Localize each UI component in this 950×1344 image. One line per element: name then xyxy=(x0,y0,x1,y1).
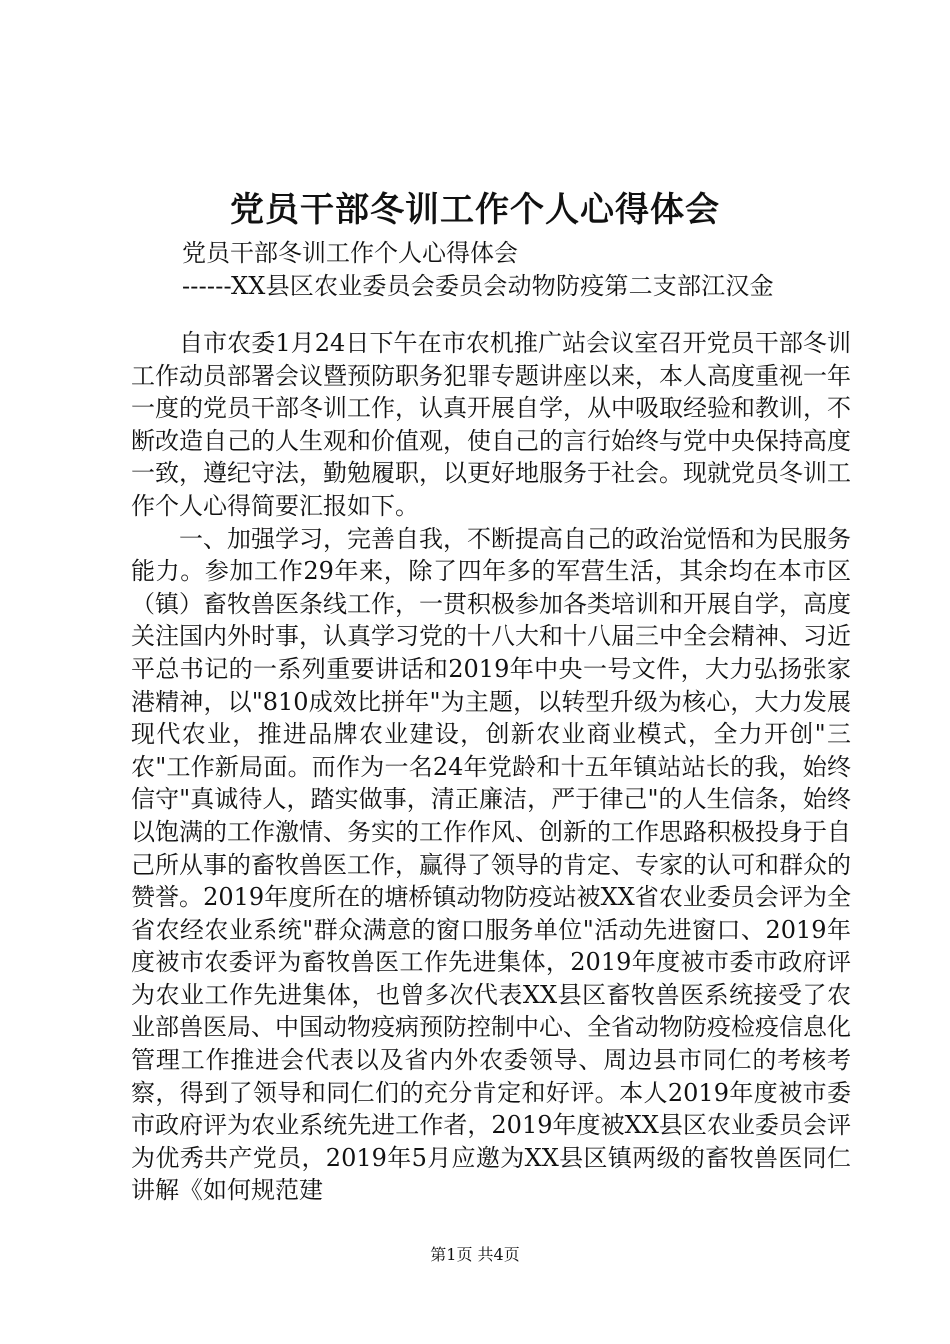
document-body xyxy=(131,327,851,1207)
document-title: 党员干部冬训工作个人心得体会 xyxy=(230,190,720,230)
subtitle-line-2: ------XX县区农业委员会委员会动物防疫第二支部江汉金 xyxy=(182,272,774,300)
paragraph: 一、加强学习，完善自我，不断提高自己的政治觉悟和为民服务能力。参加工作29年来，除了四年多的军营生活，其余均在本市区（镇）畜牧兽医条线工作，一贯积极参加各类培训和开展自学，高度关注国内外时事，认真学习党的十八大和十八届三中全会精神、习近平总书记的一系列重要讲话和2019年中央一号文件，大力弘扬张家港精神，以"810成效比拼年"为主题，以转型升级为核心，大力发展现代农业，推进品牌农业建设，创新农业商业模式，全力开创"三农"工作新局面。而作为一名24年党龄和十五年镇站站长的我，始终信守"真诚待人，踏实做事，清正廉洁，严于律己"的人生信条，始终以饱满的工作激情、务实的工作作风、创新的工作思路积极投身于自己所从事的畜牧兽医工作，赢得了领导的肯定、专家的认可和群众的赞誉。2019年度所在的塘桥镇动物防疫站被XX省农业委员会评为全省农经农业系统"群众满意的窗口服务单位"活动先进窗口、2019年度被市农委评为畜牧兽医工作先进集体，2019年度被市委市政府评为农业工作先进集体，也曾多次代表XX县区畜牧兽医系统接受了农业部兽医局、中国动物疫病预防控制中心、全省动物防疫检疫信息化管理工作推进会代表以及省内外农委领导、周边县市同仁的考核考察，得到了领导和同仁们的充分肯定和好评。本人2019年度被市委市政府评为农业系统先进工作者，2019年度被XX县区农业委员会评为优秀共产党员，2019年5月应邀为XX县区镇两级的畜牧兽医同仁讲解《如何规范建 xyxy=(131,524,851,1205)
paragraph: 自市农委1月24日下午在市农机推广站会议室召开党员干部冬训工作动员部署会议暨预防职务犯罪专题讲座以来，本人高度重视一年一度的党员干部冬训工作，认真开展自学，从中吸取经验和教训，不断改造自己的人生观和价值观，使自己的言行始终与党中央保持高度一致，遵纪守法，勤勉履职，以更好地服务于社会。现就党员冬训工作个人心得简要汇报如下。 xyxy=(131,329,851,520)
subtitle-line-1: 党员干部冬训工作个人心得体会 xyxy=(182,239,518,267)
page-footer: 第1页 共4页 xyxy=(430,1245,520,1264)
